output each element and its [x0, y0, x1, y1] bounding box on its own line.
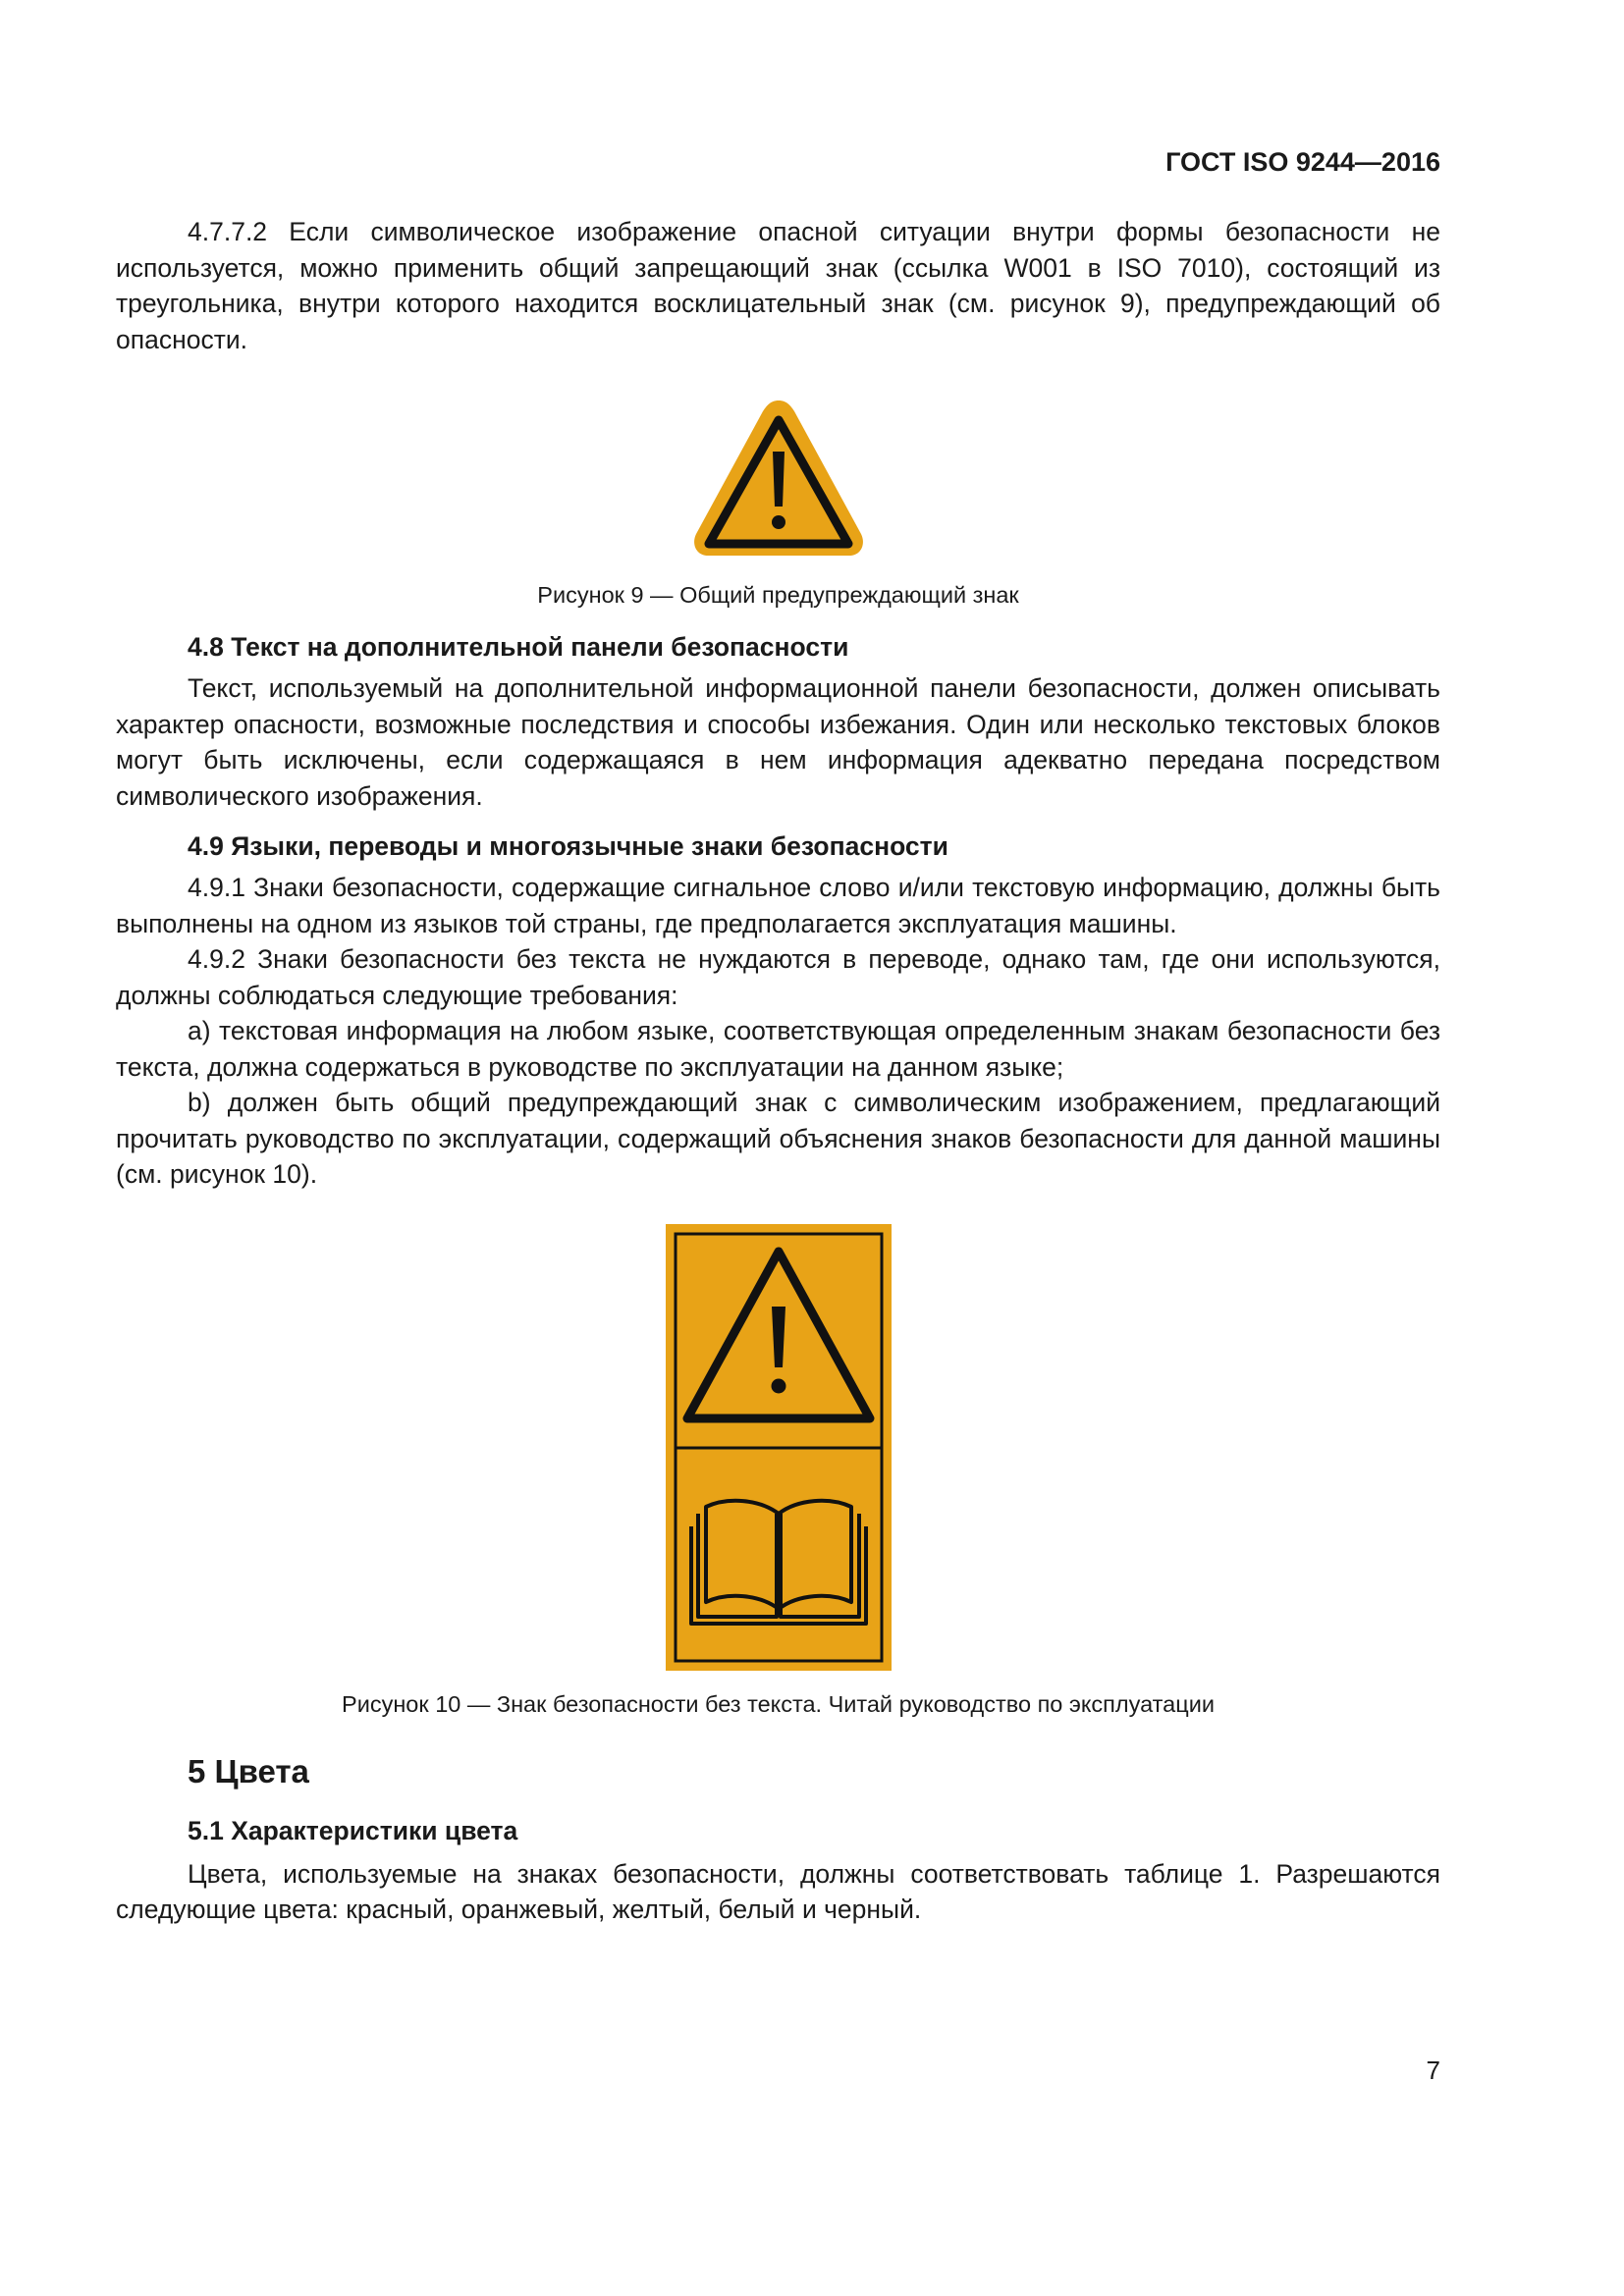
- page-content: [116, 214, 1440, 1928]
- paragraph-4-9-2: 4.9.2 Знаки безопасности без текста не нуждаются в переводе, однако там, где они используются, должны соблюдаться следующие требования:: [116, 944, 1440, 1010]
- page-number: 7: [1426, 2056, 1440, 2085]
- figure-9-caption: Рисунок 9 — Общий предупреждающий знак: [537, 582, 1019, 608]
- figure-10-caption: Рисунок 10 — Знак безопасности без текста. Читай руководство по эксплуатации: [342, 1690, 1215, 1717]
- heading-4-8: 4.8 Текст на дополнительной панели безопасности: [188, 632, 849, 662]
- paragraph-4-9-2-b: b) должен быть общий предупреждающий знак с символическим изображением, предлагающий прочитать руководство по эксплуатации, содержащий объяснения знаков безопасности для данной машины (см. рисунок 10).: [116, 1088, 1440, 1189]
- read-manual-sign-figure-10: [666, 1224, 892, 1671]
- heading-5: 5 Цвета: [188, 1752, 309, 1789]
- warning-triangle-icon: [694, 400, 863, 556]
- paragraph-4-9-1: 4.9.1 Знаки безопасности, содержащие сигнальное слово и/или текстовую информацию, должны быть выполнены на одном из языков той страны, где предполагается эксплуатация машины.: [116, 873, 1440, 938]
- heading-5-1: 5.1 Характеристики цвета: [188, 1815, 518, 1845]
- paragraph-4-8: Текст, используемый на дополнительной информационной панели безопасности, должен описывать характер опасности, возможные последствия и способы избежания. Один или несколько текстовых блоков могут быть исключены, если содержащаяся в нем информация адекватно передана посредством символического изображения.: [116, 673, 1440, 811]
- heading-4-9: 4.9 Языки, переводы и многоязычные знаки безопасности: [188, 831, 948, 861]
- paragraph-5-1: Цвета, используемые на знаках безопасности, должны соответствовать таблице 1. Разрешаются следующие цвета: красный, оранжевый, желтый, белый и черный.: [116, 1858, 1440, 1924]
- warning-sign-figure-9: [690, 397, 867, 563]
- paragraph-4-9-2-a: a) текстовая информация на любом языке, соответствующая определенным знакам безопасности без текста, должна содержаться в руководстве по эксплуатации на данном языке;: [116, 1016, 1440, 1082]
- document-header: ГОСТ ISO 9244—2016: [1165, 147, 1440, 177]
- paragraph-4-7-7-2: 4.7.7.2 Если символическое изображение опасной ситуации внутри формы безопасности не используется, можно применить общий запрещающий знак (ссылка W001 в ISO 7010), состоящий из треугольника, внутри которого находится восклицательный знак (см. рисунок 9), предупреждающий об опасности.: [116, 217, 1440, 354]
